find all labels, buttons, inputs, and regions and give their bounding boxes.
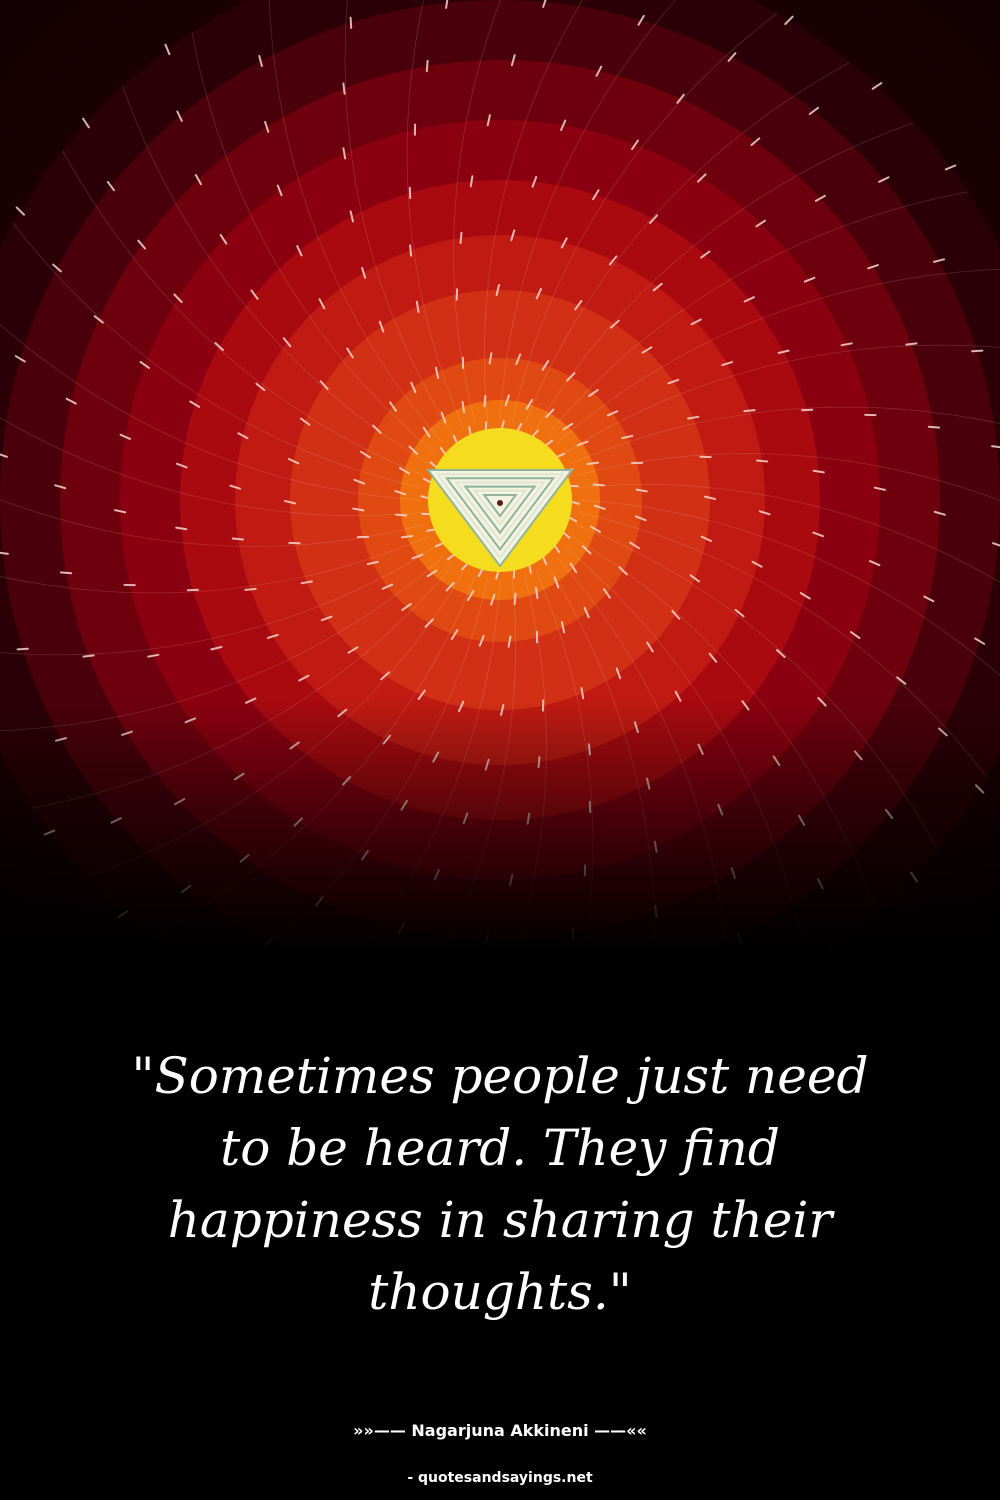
tick-mark — [463, 402, 464, 412]
author-line: »»—— Nagarjuna Akkineni ——«« — [353, 1421, 647, 1440]
tick-mark — [655, 906, 656, 916]
tick-mark — [929, 427, 939, 428]
quote-text: "Sometimes people just need to be heard. They find happiness in sharing their thoughts." — [131, 1047, 869, 1321]
bindu-dot — [497, 500, 503, 506]
tick-mark — [61, 572, 71, 573]
tick-mark — [906, 343, 916, 344]
tick-mark — [536, 588, 537, 598]
tick-mark — [572, 929, 573, 939]
tick-mark — [744, 410, 754, 411]
tick-mark — [343, 84, 344, 94]
tick-mark — [757, 461, 767, 462]
tick-mark — [972, 351, 982, 352]
tick-mark — [245, 589, 255, 590]
tick-mark — [410, 245, 411, 255]
tick-mark — [588, 463, 598, 464]
tick-mark — [539, 757, 540, 767]
tick-mark — [351, 18, 352, 28]
tick-mark — [18, 649, 28, 650]
yantra-center — [428, 428, 572, 572]
tick-mark — [427, 61, 428, 71]
source-credit: - quotesandsayings.net — [407, 1470, 593, 1486]
tick-mark — [84, 655, 94, 656]
tick-mark — [233, 539, 243, 540]
tick-mark — [402, 536, 412, 537]
tick-mark — [589, 744, 590, 754]
tick-mark — [461, 233, 462, 243]
